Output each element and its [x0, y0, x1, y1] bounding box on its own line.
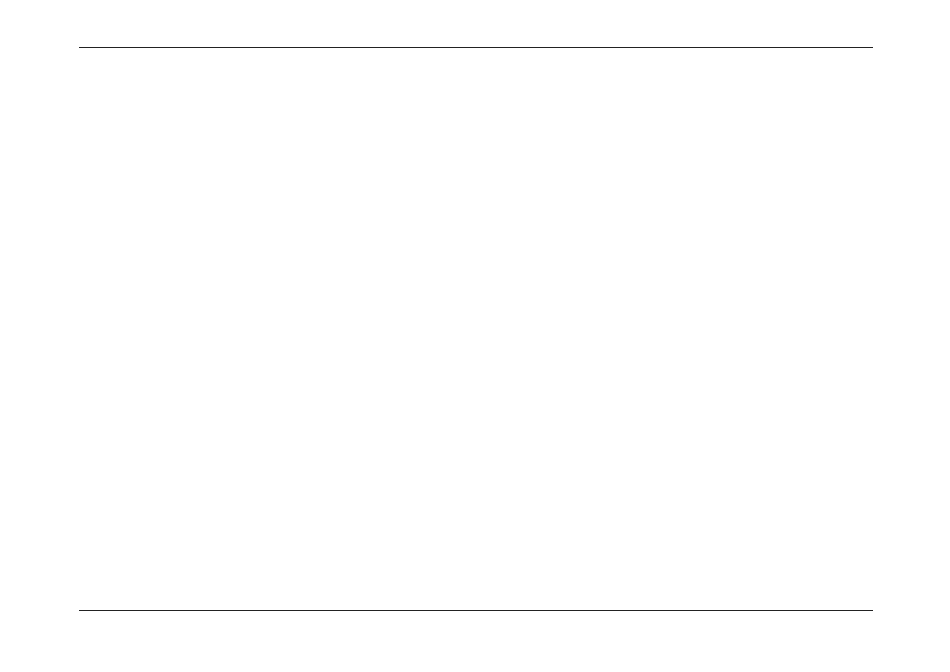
- header-rule: [79, 47, 873, 48]
- sample-watermark: [273, 0, 726, 480]
- footer-rule: [79, 610, 873, 611]
